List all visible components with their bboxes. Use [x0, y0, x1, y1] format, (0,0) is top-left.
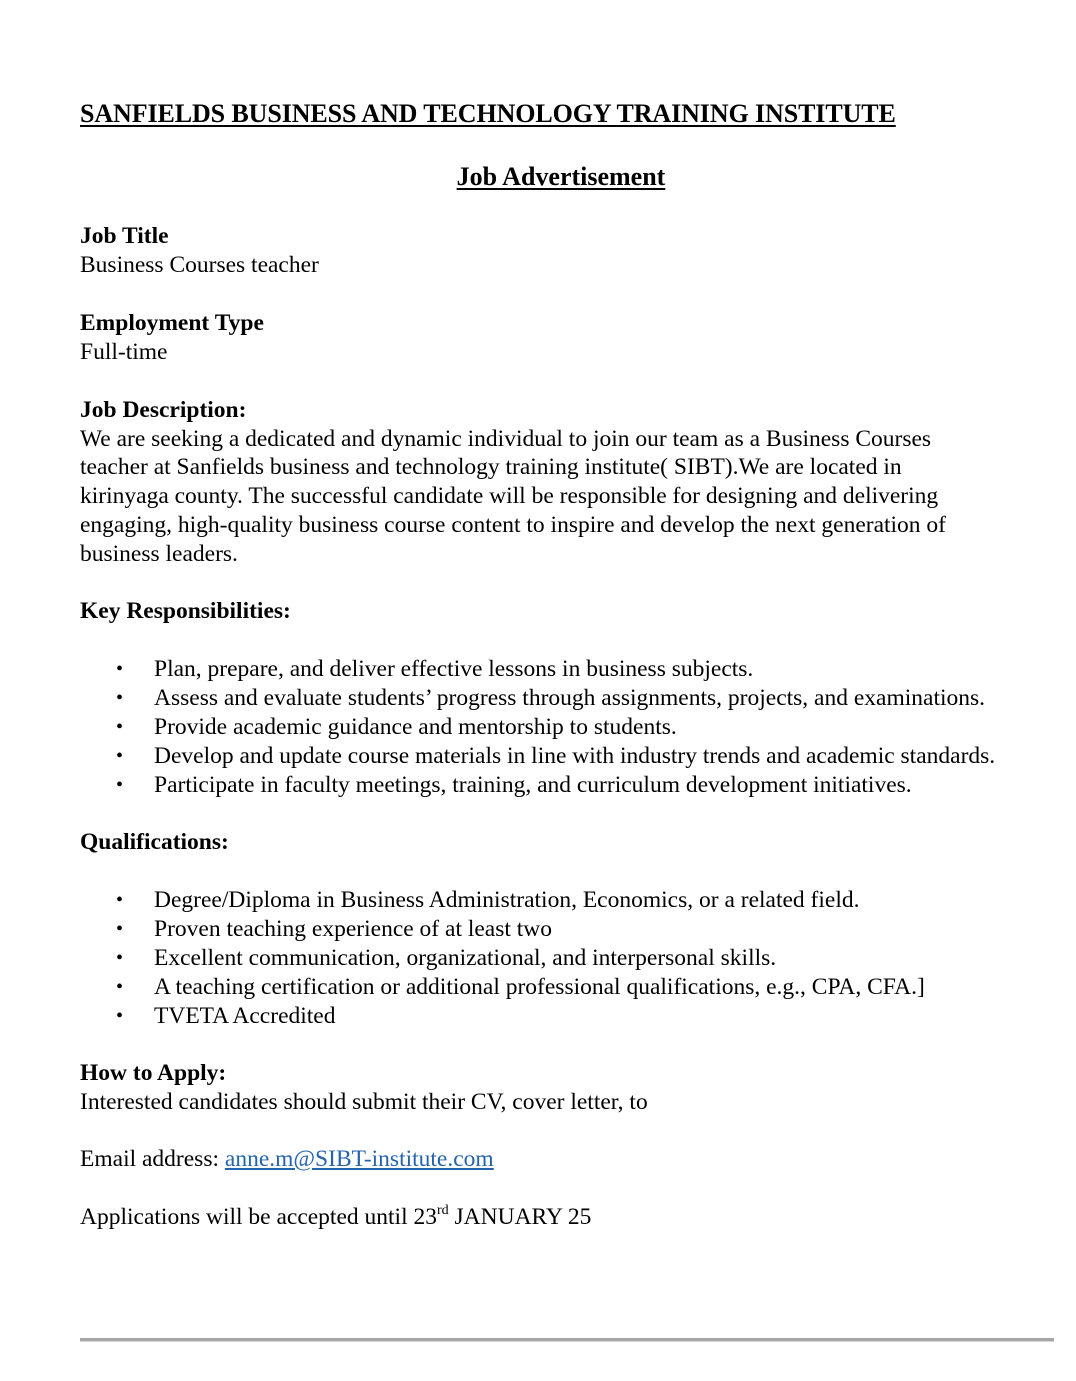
- bullet-icon: •: [116, 658, 124, 680]
- list-item: [80, 713, 1055, 742]
- application-instructions: Interested candidates should submit their CV, cover letter, to: [80, 1088, 648, 1115]
- list-item: [80, 655, 1055, 684]
- job-title-value: Business Courses teacher: [80, 251, 319, 278]
- organization-heading: SANFIELDS BUSINESS AND TECHNOLOGY TRAINING INSTITUTE: [80, 99, 896, 128]
- qualifications-section: [80, 886, 1055, 1031]
- responsibilities-label: Key Responsibilities:: [80, 598, 291, 624]
- bullet-icon: •: [116, 744, 124, 767]
- list-item-text: Proven teaching experience of at least two: [154, 915, 553, 942]
- email-label: Email address:: [80, 1146, 225, 1172]
- list-item-text: Excellent communication, organizational, and interpersonal skills.: [154, 944, 777, 971]
- job-description-line: kirinyaga county. The successful candidate will be responsible for designing and delivering: [80, 483, 939, 510]
- bullet-icon: •: [116, 1004, 124, 1027]
- list-item-text: TVETA Accredited: [154, 1002, 336, 1029]
- qualifications-label: Qualifications:: [80, 829, 229, 855]
- qualifications-list: [80, 886, 1055, 1031]
- list-item-text: Develop and update course materials in line with industry trends and academic standards.: [154, 742, 996, 769]
- email-link[interactable]: anne.m@SIBT-institute.com: [224, 1146, 494, 1172]
- list-item-text: Degree/Diploma in Business Administration, Economics, or a related field.: [154, 887, 860, 913]
- job-title-label: Job Title: [80, 223, 169, 249]
- job-description-line: business leaders.: [80, 540, 238, 567]
- list-item: [80, 886, 1055, 915]
- employment-type-value: Full-time: [80, 338, 168, 365]
- bullet-icon: •: [116, 715, 124, 738]
- job-description-line: We are seeking a dedicated and dynamic individual to join our team as a Business Courses: [80, 425, 932, 452]
- list-item-text: Plan, prepare, and deliver effective lessons in business subjects.: [154, 656, 754, 682]
- employment-type-label: Employment Type: [80, 310, 264, 336]
- document-title: [80, 161, 1055, 193]
- responsibilities-list: [80, 655, 1055, 800]
- responsibilities-heading-block: [80, 597, 1055, 626]
- bullet-icon: •: [116, 773, 124, 796]
- list-item: [80, 944, 1055, 973]
- list-item: [80, 742, 1055, 771]
- bullet-icon: •: [116, 917, 124, 940]
- list-item: [80, 915, 1055, 944]
- list-item-text: Provide academic guidance and mentorship to students.: [154, 713, 677, 740]
- list-item-text: Assess and evaluate students’ progress through assignments, projects, and examinations.: [154, 684, 986, 711]
- bullet-icon: •: [116, 975, 124, 998]
- list-item: [80, 684, 1055, 713]
- job-description-section: [80, 396, 1055, 568]
- bullet-icon: •: [116, 889, 124, 911]
- email-line: [80, 1145, 1055, 1174]
- qualifications-heading-block: [80, 828, 1055, 857]
- responsibilities-section: [80, 655, 1055, 800]
- list-item-text: Participate in faculty meetings, training, and curriculum development initiatives.: [154, 771, 912, 798]
- list-item: [80, 1002, 1055, 1031]
- how-to-apply-label: How to Apply:: [80, 1060, 227, 1086]
- deadline-ordinal: rd: [436, 1203, 449, 1218]
- list-item-text: A teaching certification or additional professional qualifications, e.g., CPA, CFA.]: [154, 973, 925, 1000]
- footer-divider: [80, 1338, 1054, 1342]
- deadline-suffix: JANUARY 25: [448, 1204, 592, 1230]
- job-description-line: teacher at Sanfields business and technology training institute( SIBT).We are located in: [80, 454, 902, 481]
- employment-type-section: [80, 309, 1055, 366]
- bullet-icon: •: [116, 686, 124, 709]
- job-description-line: engaging, high-quality business course content to inspire and develop the next generation of: [80, 511, 947, 538]
- job-title-section: [80, 222, 1055, 279]
- document-title-text: Job Advertisement: [456, 162, 666, 191]
- bullet-icon: •: [116, 946, 124, 969]
- list-item: [80, 973, 1055, 1002]
- job-description-label: Job Description:: [80, 397, 247, 423]
- deadline-line: [80, 1203, 1055, 1232]
- how-to-apply-section: [80, 1059, 1055, 1116]
- deadline-prefix: Applications will be accepted until 23: [80, 1204, 437, 1230]
- list-item: [80, 771, 1055, 800]
